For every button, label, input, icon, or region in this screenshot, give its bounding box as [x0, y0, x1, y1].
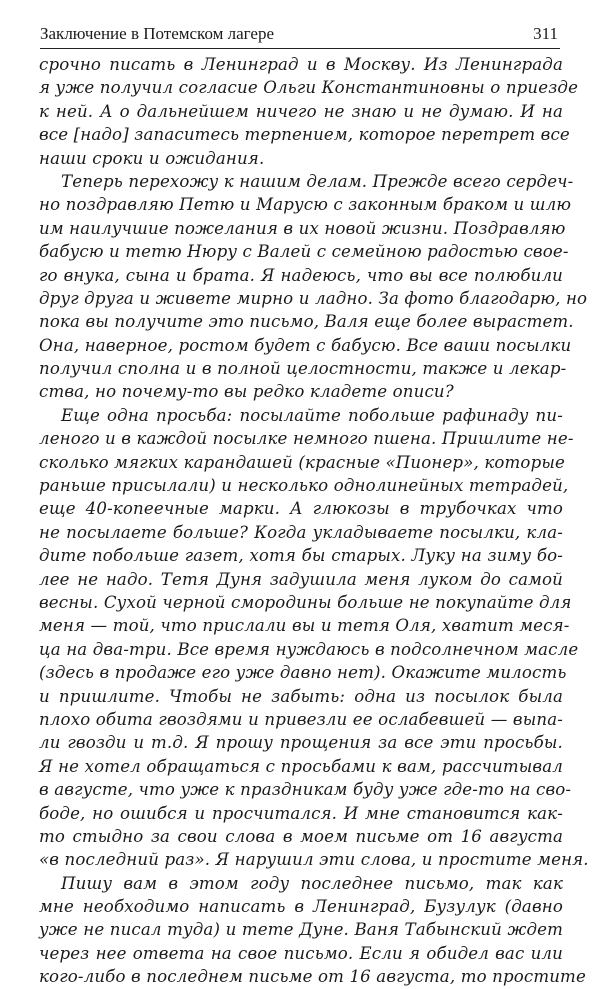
text-line: все [надо] запаситесь терпением, которое перетрет все — [39, 125, 570, 145]
paragraph-first-line: Еще одна просьба: посылайте побольше рафинаду пи- — [61, 405, 563, 425]
text-line: ли гвозди и т.д. Я прошу прощения за все эти просьбы. — [39, 733, 563, 753]
text-line: ства, но почему-то вы редко кладете описи? — [39, 382, 454, 402]
page-number: 311 — [533, 24, 558, 43]
text-line: друг друга и живете мирно и ладно. За фото благодарю, но — [39, 288, 588, 308]
text-line: кого-либо в последнем письме от 16 августа, то простите — [39, 967, 586, 987]
text-line: сколько мягких карандашей (красные «Пионер», которые — [39, 452, 565, 472]
text-line: леного и в каждой посылке немного пшена. Пришлите не- — [39, 429, 574, 449]
text-line: весны. Сухой черной смородины больше не покупайте для — [39, 592, 572, 612]
body-text — [39, 53, 589, 989]
text-line: я уже получил согласие Ольги Константиновны о приезде — [39, 78, 579, 98]
paragraph-first-line: Пишу вам в этом году последнее письмо, так как — [61, 873, 563, 893]
text-line: Я не хотел обращаться с просьбами к вам, рассчитывал — [39, 756, 563, 776]
text-line: меня — той, что прислали вы и тетя Оля, хватит меся- — [39, 616, 570, 636]
text-line: уже не писал туда) и тете Дуне. Ваня Табынский ждет — [39, 920, 563, 940]
text-line: не посылаете больше? Когда укладываете посылки, кла- — [39, 522, 563, 542]
text-line: срочно писать в Ленинград и в Москву. Из Ленинграда — [39, 55, 563, 74]
text-line: и пришлите. Чтобы не забыть: одна из посылок была — [39, 686, 563, 706]
text-line: «в последний раз». Я нарушил эти слова, и простите меня. — [39, 850, 589, 870]
text-line: через нее ответа на свое письмо. Если я обидел вас или — [39, 943, 563, 963]
text-line: Она, наверное, ростом будет с бабусю. Все ваши посылки — [39, 335, 572, 355]
text-line: но поздравляю Петю и Марусю с законным браком и шлю — [39, 195, 572, 215]
text-line: получил сполна и в полной целостности, также и лекар- — [39, 359, 567, 379]
text-line: боде, но ошибся и просчитался. И мне становится как- — [39, 803, 563, 823]
text-line: пока вы получите это письмо, Валя еще более вырастет. — [39, 312, 574, 332]
text-line: лее не надо. Тетя Дуня задушила меня луком до самой — [39, 569, 563, 589]
text-line: мне необходимо написать в Ленинград, Бузулук (давно — [39, 897, 563, 917]
text-line: в августе, что уже к праздникам буду уже где-то на сво- — [39, 780, 572, 800]
text-line: им наилучшие пожелания в их новой жизни. Поздравляю — [39, 218, 566, 238]
paragraph-first-line: Теперь перехожу к нашим делам. Прежде всего сердеч- — [61, 171, 574, 191]
text-line: к ней. А о дальнейшем ничего не знаю и не думаю. И на — [39, 101, 563, 121]
text-line: еще 40-копеечные марки. А глюкозы в трубочках что — [39, 499, 563, 519]
chapter-title: Заключение в Потемском лагере — [40, 24, 274, 43]
running-header — [40, 22, 560, 50]
text-line: го внука, сына и брата. Я надеюсь, что вы все полюбили — [39, 265, 563, 285]
text-line: бабусю и тетю Нюру с Валей с семейною радостью свое- — [39, 242, 569, 262]
text-line: плохо обита гвоздями и привезли ее ослабевшей — выпа- — [39, 709, 563, 729]
header-rule — [40, 48, 560, 49]
text-line: наши сроки и ожидания. — [39, 148, 265, 168]
text-line: (здесь в продаже его уже давно нет). Окажите милость — [39, 663, 567, 683]
text-line: ца на два-три. Все время нуждаюсь в подсолнечном масле — [39, 639, 579, 659]
text-line: дите побольше газет, хотя бы старых. Луку на зиму бо- — [39, 546, 563, 566]
text-line: то стыдно за свои слова в моем письме от 16 августа — [39, 826, 563, 846]
text-line: раньше присылали) и несколько однолинейных тетрадей, — [39, 476, 569, 496]
